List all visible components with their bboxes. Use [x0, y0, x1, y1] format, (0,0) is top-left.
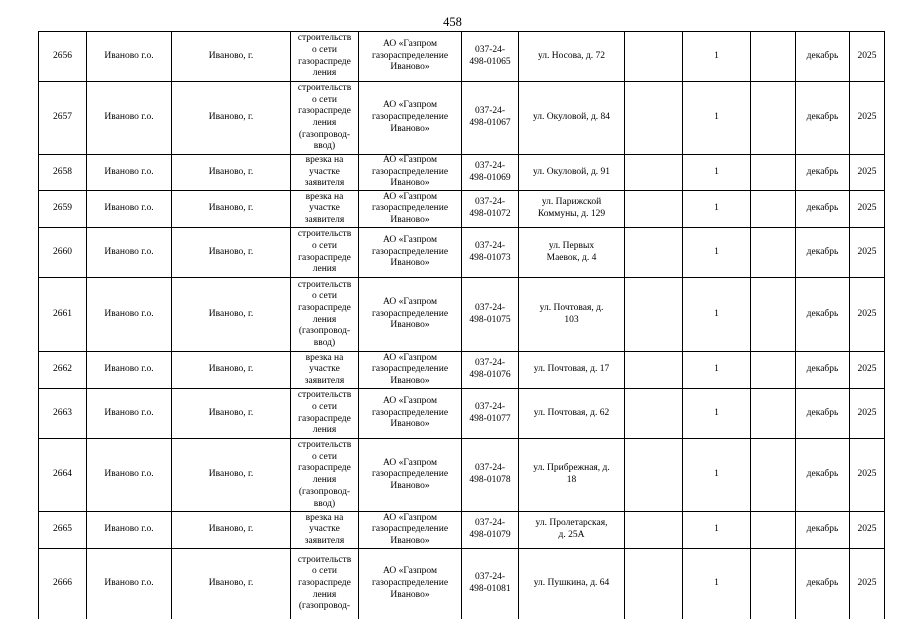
cell-line: ул. Прибрежная, д.	[533, 463, 610, 474]
cell-empty	[751, 32, 796, 82]
table-row	[39, 155, 885, 191]
cell-line: 037-24-	[474, 44, 506, 55]
cell-organization	[359, 389, 462, 439]
cell-line: ул. Почтовая, д.	[539, 302, 604, 313]
cell-organization	[359, 439, 462, 512]
cell-line: ления	[312, 118, 337, 128]
cell-empty	[625, 82, 683, 155]
cell-empty	[751, 389, 796, 439]
cell-quantity: 1	[683, 32, 751, 82]
cell-year: 2025	[850, 439, 885, 512]
cell-line: ул. Окуловой, д. 91	[532, 166, 611, 177]
cell-work-type	[291, 352, 359, 389]
cell-line: Иваново»	[390, 178, 430, 189]
cell-line: ул. Первых	[548, 240, 595, 251]
cell-line: Иваново»	[390, 258, 430, 269]
cell-line: 498-01077	[469, 413, 511, 424]
cell-code	[462, 439, 519, 512]
cell-empty	[751, 439, 796, 512]
cell-empty	[625, 32, 683, 82]
cell-line: Иваново»	[390, 214, 430, 225]
cell-line: строительств	[297, 279, 352, 290]
cell-line: участке	[309, 203, 340, 214]
cell-district: Иваново г.о.	[87, 352, 172, 389]
cell-year: 2025	[850, 228, 885, 278]
cell-line: 498-01075	[469, 314, 511, 325]
cell-year: 2025	[850, 155, 885, 191]
cell-number: 2666	[39, 549, 87, 619]
cell-month: декабрь	[796, 439, 850, 512]
cell-line: 037-24-	[474, 463, 506, 474]
cell-code	[462, 389, 519, 439]
cell-address	[519, 228, 625, 278]
table-row	[39, 389, 885, 439]
cell-line: заявителя	[304, 214, 345, 225]
table-body	[39, 32, 885, 619]
cell-locality: Иваново, г.	[172, 278, 291, 352]
cell-line: ления	[312, 475, 337, 486]
cell-month: декабрь	[796, 228, 850, 278]
cell-line: ул. Парижской	[541, 197, 602, 208]
cell-locality: Иваново, г.	[172, 439, 291, 512]
cell-locality: Иваново, г.	[172, 191, 291, 228]
cell-line: ул. Окуловой, д. 84	[532, 112, 611, 123]
table-row	[39, 191, 885, 228]
cell-code	[462, 228, 519, 278]
cell-address	[519, 278, 625, 352]
cell-line: 037-24-	[474, 240, 506, 251]
cell-line: участке	[309, 524, 340, 535]
cell-line: АО «Газпром	[382, 235, 437, 246]
cell-line: АО «Газпром	[382, 566, 437, 577]
cell-line: строительств	[297, 440, 352, 450]
cell-line: 498-01069	[469, 172, 511, 183]
cell-line: Иваново»	[390, 320, 430, 331]
cell-district: Иваново г.о.	[87, 82, 172, 155]
cell-line: Иваново»	[390, 62, 430, 73]
cell-empty	[751, 82, 796, 155]
cell-empty	[625, 352, 683, 389]
cell-line: 037-24-	[474, 197, 506, 208]
cell-line: ул. Носова, д. 72	[537, 50, 606, 61]
cell-line: о сети	[312, 401, 337, 412]
cell-line: газораспределение	[371, 246, 449, 257]
cell-month: декабрь	[796, 512, 850, 549]
cell-address	[519, 155, 625, 191]
cell-line: ввод)	[313, 498, 336, 509]
cell-line: о сети	[312, 291, 337, 302]
cell-work-type	[291, 512, 359, 549]
cell-work-type	[291, 389, 359, 439]
cell-number: 2663	[39, 389, 87, 439]
cell-code	[462, 191, 519, 228]
cell-line: Коммуны, д. 129	[537, 209, 606, 220]
cell-address	[519, 32, 625, 82]
cell-line: газораспределение	[371, 203, 449, 214]
cell-line: ул. Пушкина, д. 64	[533, 578, 610, 588]
cell-work-type	[291, 82, 359, 155]
cell-code	[462, 278, 519, 352]
cell-locality: Иваново, г.	[172, 352, 291, 389]
cell-line: Иваново»	[390, 375, 430, 386]
cell-empty	[625, 191, 683, 228]
cell-line: заявителя	[304, 535, 345, 546]
cell-number: 2656	[39, 32, 87, 82]
cell-empty	[625, 389, 683, 439]
cell-empty	[625, 549, 683, 619]
cell-line: о сети	[312, 451, 337, 462]
cell-number: 2657	[39, 82, 87, 155]
cell-line: ления	[312, 425, 337, 436]
cell-line: 037-24-	[474, 106, 506, 117]
cell-address	[519, 352, 625, 389]
cell-line: Иваново»	[390, 535, 430, 546]
cell-line: врезка на	[305, 155, 344, 165]
cell-work-type	[291, 32, 359, 82]
table-row	[39, 228, 885, 278]
cell-number: 2662	[39, 352, 87, 389]
cell-line: 18	[566, 475, 577, 486]
cell-line: газораспределение	[371, 308, 449, 319]
cell-organization	[359, 228, 462, 278]
cell-line: газораспреде	[298, 106, 351, 117]
cell-line: АО «Газпром	[382, 457, 437, 468]
cell-code	[462, 549, 519, 619]
cell-locality: Иваново, г.	[172, 512, 291, 549]
cell-number: 2658	[39, 155, 87, 191]
cell-month: декабрь	[796, 389, 850, 439]
cell-address	[519, 389, 625, 439]
cell-year: 2025	[850, 352, 885, 389]
cell-number: 2659	[39, 191, 87, 228]
cell-quantity: 1	[683, 278, 751, 352]
cell-district: Иваново г.о.	[87, 155, 172, 191]
cell-line: (газопровод-	[298, 601, 351, 612]
cell-line: ул. Почтовая, д. 62	[533, 407, 610, 418]
cell-line: газораспреде	[298, 413, 351, 424]
cell-year: 2025	[850, 278, 885, 352]
cell-locality: Иваново, г.	[172, 32, 291, 82]
page-number: 458	[443, 15, 462, 29]
cell-empty	[751, 352, 796, 389]
cell-line: строительств	[297, 82, 352, 93]
cell-line: АО «Газпром	[382, 396, 437, 407]
cell-line: (газопровод-	[298, 486, 351, 497]
cell-locality: Иваново, г.	[172, 549, 291, 619]
cell-line: 498-01076	[469, 370, 511, 381]
cell-organization	[359, 352, 462, 389]
cell-work-type	[291, 549, 359, 619]
cell-line: о сети	[312, 94, 337, 105]
cell-code	[462, 352, 519, 389]
cell-line: АО «Газпром	[382, 297, 437, 308]
cell-quantity: 1	[683, 352, 751, 389]
cell-quantity: 1	[683, 389, 751, 439]
cell-district: Иваново г.о.	[87, 228, 172, 278]
cell-organization	[359, 155, 462, 191]
cell-year: 2025	[850, 389, 885, 439]
cell-district: Иваново г.о.	[87, 512, 172, 549]
cell-address	[519, 191, 625, 228]
register-table	[38, 31, 885, 619]
cell-district: Иваново г.о.	[87, 278, 172, 352]
cell-year: 2025	[850, 191, 885, 228]
cell-quantity: 1	[683, 549, 751, 619]
table-row	[39, 352, 885, 389]
cell-empty	[625, 155, 683, 191]
cell-line: д. 25А	[558, 530, 585, 541]
cell-line: 037-24-	[474, 160, 506, 171]
cell-line: Маевок, д. 4	[546, 252, 597, 263]
cell-line: врезка на	[305, 512, 344, 523]
cell-organization	[359, 549, 462, 619]
cell-line: (газопровод-	[298, 326, 351, 337]
cell-empty	[751, 191, 796, 228]
cell-empty	[751, 549, 796, 619]
cell-month: декабрь	[796, 155, 850, 191]
cell-address	[519, 82, 625, 155]
cell-line: строительств	[297, 33, 352, 44]
cell-line: АО «Газпром	[382, 191, 437, 202]
cell-code	[462, 82, 519, 155]
cell-month: декабрь	[796, 191, 850, 228]
cell-work-type	[291, 278, 359, 352]
cell-district: Иваново г.о.	[87, 439, 172, 512]
cell-empty	[751, 512, 796, 549]
cell-month: декабрь	[796, 32, 850, 82]
cell-line: строительств	[297, 390, 352, 401]
cell-work-type	[291, 191, 359, 228]
cell-line: 498-01073	[469, 252, 511, 263]
cell-district: Иваново г.о.	[87, 191, 172, 228]
cell-number: 2661	[39, 278, 87, 352]
cell-number: 2660	[39, 228, 87, 278]
cell-code	[462, 512, 519, 549]
cell-line: (газопровод-	[298, 129, 351, 140]
cell-line: ввод)	[313, 338, 336, 349]
cell-line: о сети	[312, 240, 337, 251]
cell-line: строительств	[297, 229, 352, 240]
cell-district: Иваново г.о.	[87, 32, 172, 82]
cell-quantity: 1	[683, 82, 751, 155]
cell-line: 498-01081	[469, 583, 511, 594]
cell-line: ления	[312, 68, 337, 79]
table-row	[39, 512, 885, 549]
cell-month: декабрь	[796, 549, 850, 619]
cell-district: Иваново г.о.	[87, 549, 172, 619]
cell-line: 037-24-	[474, 358, 506, 369]
cell-line: газораспределение	[371, 524, 449, 535]
cell-locality: Иваново, г.	[172, 389, 291, 439]
cell-line: о сети	[312, 44, 337, 55]
cell-empty	[751, 278, 796, 352]
cell-line: газораспреде	[298, 56, 351, 67]
cell-empty	[625, 228, 683, 278]
cell-line: строительств	[297, 554, 352, 565]
cell-line: Иваново»	[390, 419, 430, 430]
cell-line: о сети	[312, 566, 337, 577]
cell-line: газораспреде	[298, 302, 351, 313]
cell-month: декабрь	[796, 82, 850, 155]
cell-line: газораспреде	[298, 252, 351, 263]
cell-line: ул. Пролетарская,	[535, 518, 608, 529]
cell-line: газораспреде	[298, 463, 351, 474]
cell-line: участке	[309, 364, 340, 375]
cell-quantity: 1	[683, 191, 751, 228]
table-row	[39, 439, 885, 512]
cell-organization	[359, 191, 462, 228]
cell-year: 2025	[850, 82, 885, 155]
cell-line: заявителя	[304, 178, 345, 189]
cell-quantity: 1	[683, 228, 751, 278]
cell-work-type	[291, 439, 359, 512]
cell-line: ул. Почтовая, д. 17	[533, 364, 610, 375]
cell-year: 2025	[850, 549, 885, 619]
cell-month: декабрь	[796, 278, 850, 352]
cell-line: газораспределение	[371, 50, 449, 61]
cell-year: 2025	[850, 32, 885, 82]
cell-line: газораспределение	[371, 112, 449, 123]
cell-line: 037-24-	[474, 401, 506, 412]
cell-address	[519, 439, 625, 512]
table-row	[39, 278, 885, 352]
cell-line: 498-01065	[469, 56, 511, 67]
cell-line: газораспреде	[298, 578, 351, 588]
cell-address	[519, 512, 625, 549]
cell-locality: Иваново, г.	[172, 82, 291, 155]
cell-line: 037-24-	[474, 518, 506, 529]
cell-organization	[359, 278, 462, 352]
cell-line: врезка на	[305, 352, 344, 363]
cell-empty	[751, 228, 796, 278]
cell-line: врезка на	[305, 191, 344, 202]
cell-line: АО «Газпром	[382, 100, 437, 111]
cell-line: 498-01079	[469, 530, 511, 541]
cell-district: Иваново г.о.	[87, 389, 172, 439]
cell-line: АО «Газпром	[382, 155, 437, 165]
cell-empty	[625, 512, 683, 549]
cell-empty	[751, 155, 796, 191]
cell-line: 498-01067	[469, 118, 511, 128]
cell-year: 2025	[850, 512, 885, 549]
cell-line: газораспределение	[371, 364, 449, 375]
cell-work-type	[291, 155, 359, 191]
cell-code	[462, 32, 519, 82]
cell-empty	[625, 278, 683, 352]
cell-line: АО «Газпром	[382, 352, 437, 363]
cell-line: 498-01072	[469, 209, 511, 220]
cell-locality: Иваново, г.	[172, 155, 291, 191]
cell-line: Иваново»	[390, 123, 430, 134]
cell-line: 037-24-	[474, 302, 506, 313]
cell-address	[519, 549, 625, 619]
cell-organization	[359, 82, 462, 155]
cell-line: Иваново»	[390, 589, 430, 600]
cell-line: ления	[312, 264, 337, 275]
cell-line: Иваново»	[390, 480, 430, 491]
cell-number: 2664	[39, 439, 87, 512]
cell-empty	[625, 439, 683, 512]
cell-line: газораспределение	[371, 578, 449, 588]
cell-line: газораспределение	[371, 407, 449, 418]
cell-line: АО «Газпром	[382, 38, 437, 49]
cell-line: газораспределение	[371, 166, 449, 177]
cell-line: АО «Газпром	[382, 512, 437, 523]
cell-organization	[359, 32, 462, 82]
cell-quantity: 1	[683, 512, 751, 549]
cell-work-type	[291, 228, 359, 278]
cell-line: заявителя	[304, 375, 345, 386]
cell-code	[462, 155, 519, 191]
cell-line: ления	[312, 314, 337, 325]
cell-locality: Иваново, г.	[172, 228, 291, 278]
table-row	[39, 82, 885, 155]
cell-line: ввод)	[313, 141, 336, 152]
cell-line: газораспределение	[371, 469, 449, 480]
cell-organization	[359, 512, 462, 549]
cell-line: 037-24-	[474, 572, 506, 583]
table-row	[39, 32, 885, 82]
cell-line: участке	[309, 166, 340, 177]
cell-month: декабрь	[796, 352, 850, 389]
cell-line: ления	[312, 589, 337, 600]
cell-line: 498-01078	[469, 475, 511, 486]
cell-quantity: 1	[683, 155, 751, 191]
table-row	[39, 549, 885, 619]
cell-line: 103	[564, 314, 579, 325]
cell-number: 2665	[39, 512, 87, 549]
cell-quantity: 1	[683, 439, 751, 512]
